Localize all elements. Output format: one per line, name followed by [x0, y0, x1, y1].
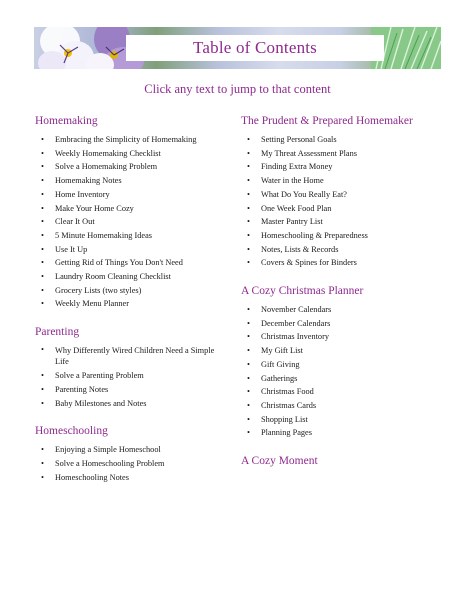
section-heading[interactable]: A Cozy Christmas Planner	[241, 285, 364, 298]
section-a-cozy-christmas-planner	[241, 284, 451, 440]
toc-link[interactable]: • Home Inventory	[35, 188, 230, 202]
section-parenting	[35, 325, 230, 410]
toc-link[interactable]: • Christmas Inventory	[241, 330, 451, 344]
title-box	[126, 35, 384, 61]
toc-link[interactable]: • Homeschooling & Preparedness	[241, 229, 451, 243]
section-list	[35, 344, 230, 410]
toc-link[interactable]: • Laundry Room Cleaning Checklist	[35, 270, 230, 284]
toc-link[interactable]: • My Gift List	[241, 344, 451, 358]
section-list	[35, 443, 230, 484]
section-homeschooling	[35, 424, 230, 484]
toc-link[interactable]: • Christmas Food	[241, 385, 451, 399]
section-list	[241, 303, 451, 440]
toc-link[interactable]: • Parenting Notes	[35, 383, 230, 397]
left-column	[35, 114, 230, 498]
section-the-prudent-prepared-homemaker	[241, 114, 451, 270]
toc-link[interactable]: • Christmas Cards	[241, 399, 451, 413]
section-heading[interactable]: Homeschooling	[35, 425, 108, 438]
toc-link[interactable]: • Planning Pages	[241, 426, 451, 440]
toc-link[interactable]: • Shopping List	[241, 413, 451, 427]
jump-instruction[interactable]: Click any text to jump to that content	[144, 82, 331, 96]
toc-link[interactable]: • Getting Rid of Things You Don't Need	[35, 256, 230, 270]
toc-link[interactable]: • Solve a Parenting Problem	[35, 369, 230, 383]
toc-link[interactable]: • Water in the Home	[241, 174, 451, 188]
toc-link[interactable]: • November Calendars	[241, 303, 451, 317]
toc-link[interactable]: • Baby Milestones and Notes	[35, 397, 230, 411]
toc-link[interactable]: • Notes, Lists & Records	[241, 243, 451, 257]
section-list	[241, 133, 451, 270]
toc-link[interactable]: • Clear It Out	[35, 215, 230, 229]
toc-link[interactable]: • Homemaking Notes	[35, 174, 230, 188]
toc-link[interactable]: • Master Pantry List	[241, 215, 451, 229]
toc-link[interactable]: • Covers & Spines for Binders	[241, 256, 451, 270]
toc-link[interactable]: • Weekly Homemaking Checklist	[35, 147, 230, 161]
header-banner	[34, 27, 441, 69]
toc-link[interactable]: • Enjoying a Simple Homeschool	[35, 443, 230, 457]
section-list	[35, 133, 230, 311]
toc-link[interactable]: • What Do You Really Eat?	[241, 188, 451, 202]
toc-link[interactable]: • Setting Personal Goals	[241, 133, 451, 147]
toc-link[interactable]: • Grocery Lists (two styles)	[35, 284, 230, 298]
toc-link[interactable]: • Solve a Homeschooling Problem	[35, 457, 230, 471]
section-heading[interactable]: Parenting	[35, 326, 80, 339]
toc-link[interactable]: • Gift Giving	[241, 358, 451, 372]
toc-link[interactable]: • 5 Minute Homemaking Ideas	[35, 229, 230, 243]
section-heading[interactable]: Homemaking	[35, 115, 98, 127]
toc-link[interactable]: • Use It Up	[35, 243, 230, 257]
toc-link[interactable]: • Weekly Menu Planner	[35, 297, 230, 311]
section-a-cozy-moment	[241, 454, 451, 468]
toc-link[interactable]: • Homeschooling Notes	[35, 471, 230, 485]
toc-link[interactable]: • Solve a Homemaking Problem	[35, 160, 230, 174]
toc-link[interactable]: • One Week Food Plan	[241, 202, 451, 216]
toc-link[interactable]: • Make Your Home Cozy	[35, 202, 230, 216]
section-heading[interactable]: The Prudent & Prepared Homemaker	[241, 115, 413, 127]
section-homemaking	[35, 114, 230, 311]
toc-link[interactable]: • December Calendars	[241, 317, 451, 331]
toc-link[interactable]: • Embracing the Simplicity of Homemaking	[35, 133, 230, 147]
right-column	[241, 114, 451, 482]
section-heading[interactable]: A Cozy Moment	[241, 455, 318, 468]
page-title: Table of Contents	[192, 38, 318, 57]
toc-link[interactable]: • Gatherings	[241, 372, 451, 386]
toc-link[interactable]: • My Threat Assessment Plans	[241, 147, 451, 161]
toc-link[interactable]: • Finding Extra Money	[241, 160, 451, 174]
toc-link[interactable]: • Why Differently Wired Children Need a Simple Life	[35, 344, 230, 369]
